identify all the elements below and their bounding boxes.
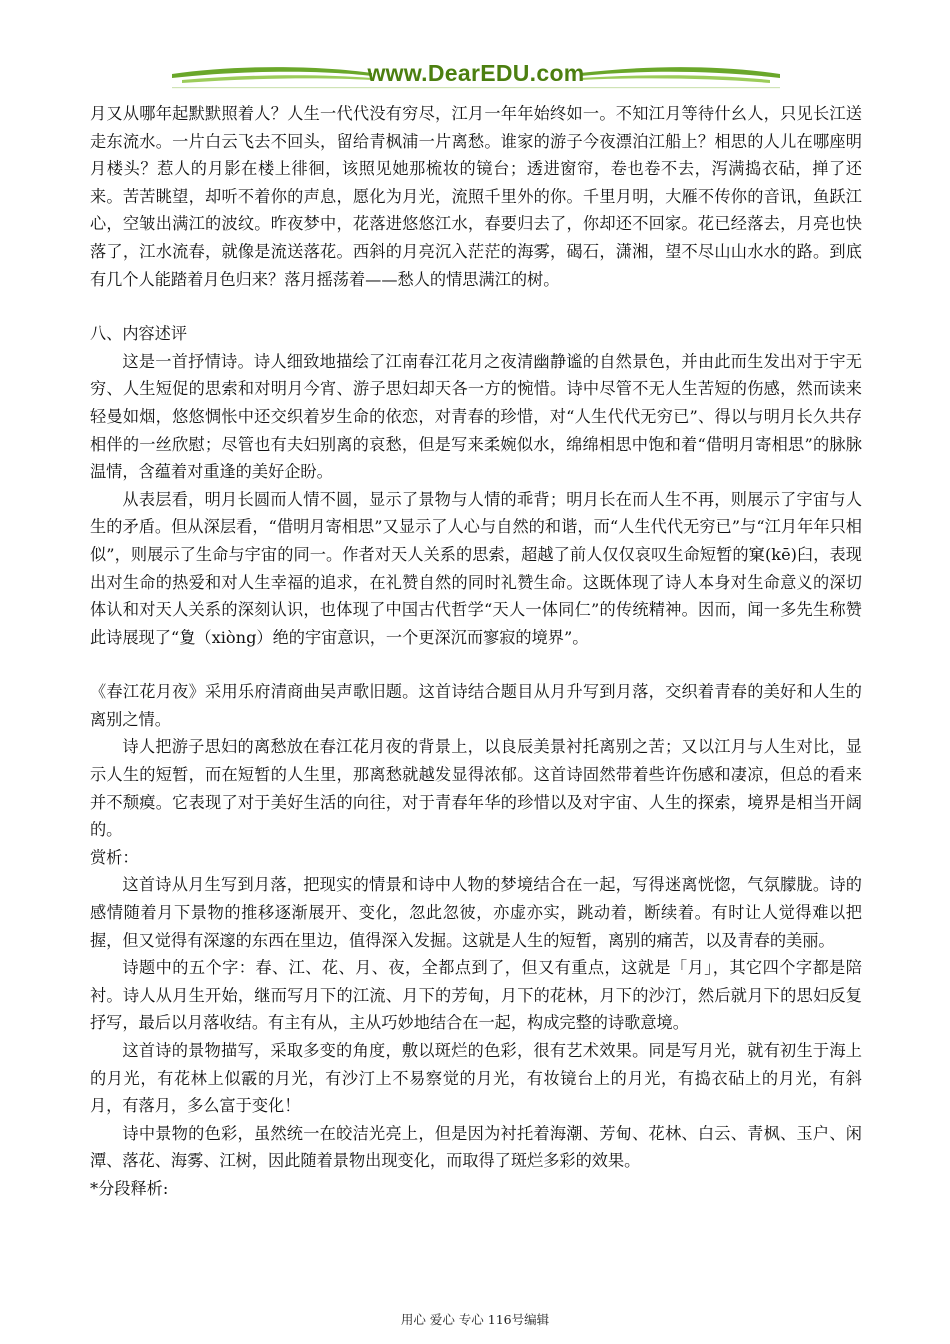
appreciation-paragraph-4: 诗中景物的色彩，虽然统一在皎洁光亮上，但是因为衬托着海潮、芳甸、花林、白云、青枫、玉户、闲潭、落花、海雾、江树，因此随着景物出现变化，而取得了斑烂多彩的效果。 [90,1123,862,1171]
appreciation-paragraph-1: 这首诗从月生写到月落，把现实的情景和诗中人物的梦境结合在一起，写得迷离恍惚，气氛朦胧。诗的感情随着月下景物的推移逐渐展开、变化，忽此忽彼，亦虚亦实，跳动着，断续着。有时让人觉得难以把握，但又觉得有深邃的东西在里边，值得深入发掘。这就是人生的短暂，离别的痛苦，以及青春的美丽。 [90,875,862,950]
appreciation-paragraph-3: 这首诗的景物描写，采取多变的角度，敷以斑烂的色彩，很有艺术效果。同是写月光，就有初生于海上的月光，有花林上似霰的月光，有沙汀上不易察觉的月光，有妆镜台上的月光，有捣衣砧上的月光，有斜月，有落月，多么富于变化！ [90,1041,862,1116]
appreciation-label: 赏析： [90,847,139,867]
review-paragraph-1: 这是一首抒情诗。诗人细致地描绘了江南春江花月之夜清幽静谧的自然景色，并由此而生发出对于宇无穷、人生短促的思索和对明月今宵、游子思妇却天各一方的惋惜。诗中尽管不无人生苦短的伤感，然而读来轻曼如烟，悠悠惆怅中还交织着岁生命的依恋，对青春的珍惜，对“人生代代无穷已”、得以与明月长久共存相伴的一丝欣慰；尽管也有夫妇别离的哀愁，但是写来柔婉似水，绵绵相思中饱和着“借明月寄相思”的脉脉温情，含蕴着对重逢的美好企盼。 [90,351,862,482]
header-banner [172,54,780,98]
appreciation-paragraph-2: 诗题中的五个字：春、江、花、月、夜，全都点到了，但又有重点，这就是「月」，其它四个字都是陪衬。诗人从月生开始，继而写月下的江流、月下的芳甸，月下的花林，月下的沙汀，然后就月下的思妇反复抒写，最后以月落收结。有主有从，主从巧妙地结合在一起，构成完整的诗歌意境。 [90,958,862,1033]
section-heading: 八、内容述评 [90,324,188,344]
intro-paragraph-1: 《春江花月夜》采用乐府清商曲吴声歌旧题。这首诗结合题目从月升写到月落，交织着青春的美好和人生的离别之情。 [90,682,862,729]
segment-analysis-label: *分段释析: [90,1178,169,1198]
intro-paragraph-2: 诗人把游子思妇的离愁放在春江花月夜的背景上，以良辰美景衬托离别之苦；又以江月与人生对比，显示人生的短暂，而在短暂的人生里，那离愁就越发显得浓郁。这首诗固然带着些许伤感和凄凉，但总的看来并不颓瘼。它表现了对于美好生活的向往，对于青春年华的珍惜以及对宇宙、人生的探索，境界是相当开阔的。 [90,737,862,840]
page-footer: 用心 爱心 专心 116号编辑 [400,1312,550,1327]
site-url: www.DearEDU.com [367,60,585,86]
review-paragraph-2: 从表层看，明月长圆而人情不圆，显示了景物与人情的乖背；明月长在而人生不再，则展示了宇宙与人生的矛盾。但从深层看，“借明月寄相思”又显示了人心与自然的和谐，而“人生代代无穷已”与“江月年年只相似”，则展示了生命与宇宙的同一。作者对天人关系的思索，超越了前人仅仅哀叹生命短暂的窠(kē)臼，表现出对生命的热爱和对人生幸福的追求，在礼赞自然的同时礼赞生命。这既体现了诗人本身对生命意义的深切体认和对天人关系的深刻认识，也体现了中国古代哲学“天人一体同仁”的传统精神。因而，闻一多先生称赞此诗展现了“夐（xiòng）绝的宇宙意识，一个更深沉而寥寂的境界”。 [90,489,862,647]
translation-paragraph: 月又从哪年起默默照着人？人生一代代没有穷尽，江月一年年始终如一。不知江月等待什幺人，只见长江送走东流水。一片白云飞去不回头，留给青枫浦一片离愁。谁家的游子今夜漂泊江船上？相思的人儿在哪座明月楼头？惹人的月影在楼上徘徊，该照见她那梳妆的镜台；透进窗帘，卷也卷不去，泻满捣衣砧，掸了还来。苦苦眺望，却听不着你的声息，愿化为月光，流照千里外的你。千里月明，大雁不传你的音讯，鱼跃江心，空皱出满江的波纹。昨夜梦中，花落进悠悠江水，春要归去了，你却还不回家。花已经落去，月亮也快落了，江水流春，就像是流送落花。西斜的月亮沉入茫茫的海雾，碣石，潇湘，望不尽山山水水的路。到底有几个人能踏着月色归来？落月摇荡着——愁人的情思满江的树。 [90,104,862,289]
document-body [90,100,862,1203]
